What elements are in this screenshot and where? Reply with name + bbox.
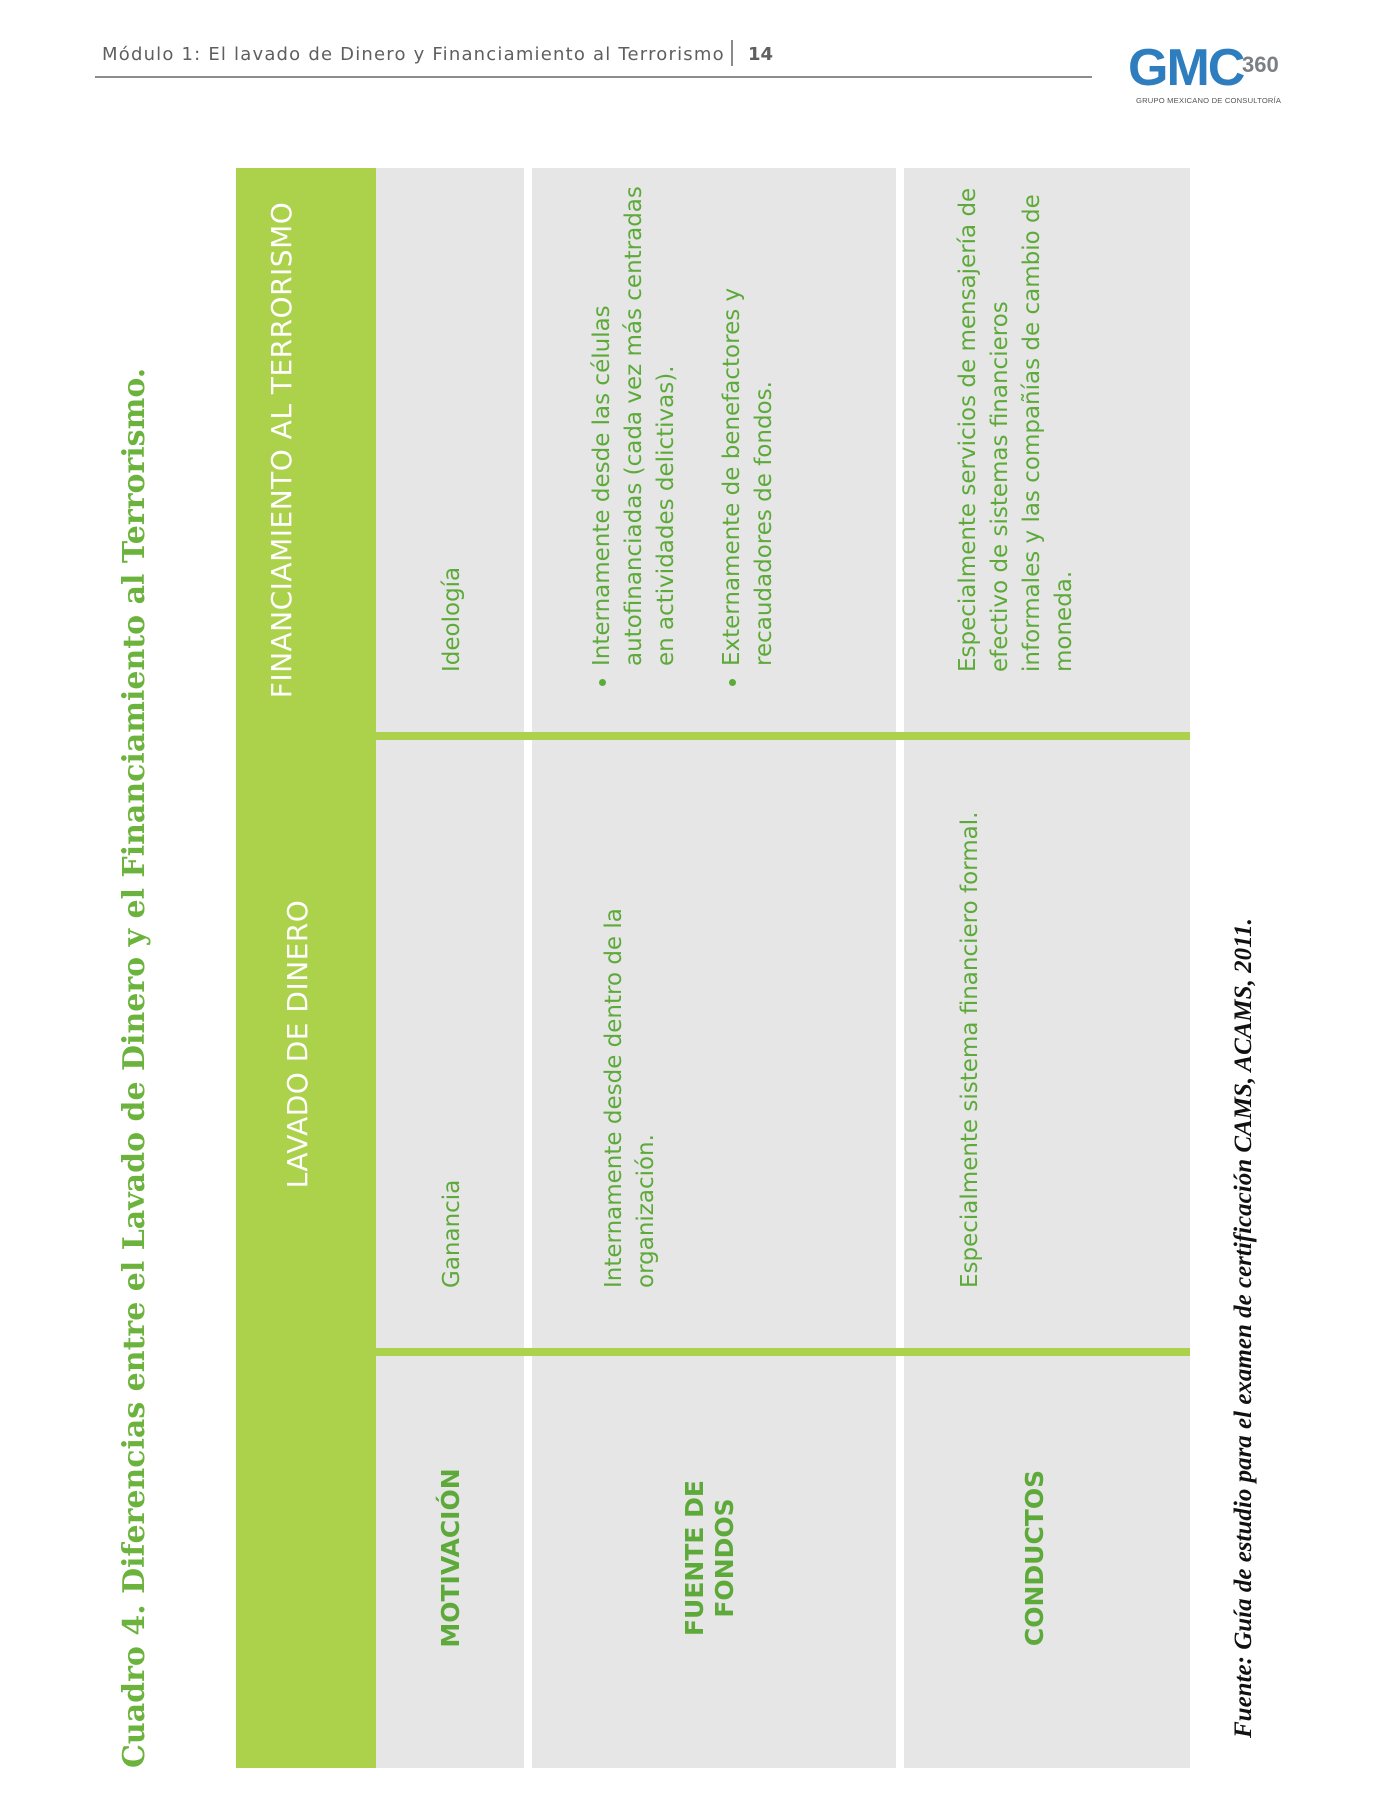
header-rule [95,76,1092,78]
gmc-logo [1128,40,1288,106]
comparison-table [236,168,1190,1768]
fuente-bullet-list [586,168,780,688]
rotated-content [110,108,1270,1768]
column-title-lavado: LAVADO DE DINERO [281,899,314,1189]
cell-financiamiento-motivacion: Ideología [439,566,465,672]
source-note: Fuente: Guía de estudio para el examen de certificación CAMS, ACAMS, 2011. [1230,918,1257,1738]
cell-lavado-fuente: Internamente desde dentro de la organización. [601,908,659,1288]
page-number: 14 [748,44,774,65]
logo-subtitle: GRUPO MEXICANO DE CONSULTORÍA [1136,96,1282,105]
logo-main-text: GMC [1128,39,1244,97]
cell-financiamiento-conductos: Especialmente servicios de mensajería de efectivo de sistemas financieros informales y las compañías de cambio de moneda. [955,187,1077,672]
column-title-financiamiento: FINANCIAMIENTO AL TERRORISMO [265,201,298,699]
row-label-conductos: CONDUCTOS [1020,1469,1049,1647]
column-divider-1 [376,1348,1190,1356]
cell-financiamiento-fuente [586,168,814,688]
table-caption: Cuadro 4. Diferencias entre el Lavado de Dinero y el Financiamiento al Terrorismo. [117,367,152,1768]
logo-badge: 360 [1242,52,1279,77]
row-label-fuente: FUENTE DE FONDOS [680,1479,739,1637]
cell-lavado-motivacion: Ganancia [439,1179,465,1288]
cell-lavado-conductos: Especialmente sistema financiero formal. [957,811,983,1288]
row-label-motivacion: MOTIVACIÓN [436,1468,465,1648]
header-separator [731,40,733,66]
column-divider-2 [376,732,1190,740]
list-item: • Internamente desde las células autofinanciadas (cada vez más centradas en actividades delictivas). [586,168,682,666]
list-item: • Externamente de benefactores y recaudadores de fondos. [716,168,780,666]
header-title: Módulo 1: El lavado de Dinero y Financiamiento al Terrorismo [102,44,725,65]
